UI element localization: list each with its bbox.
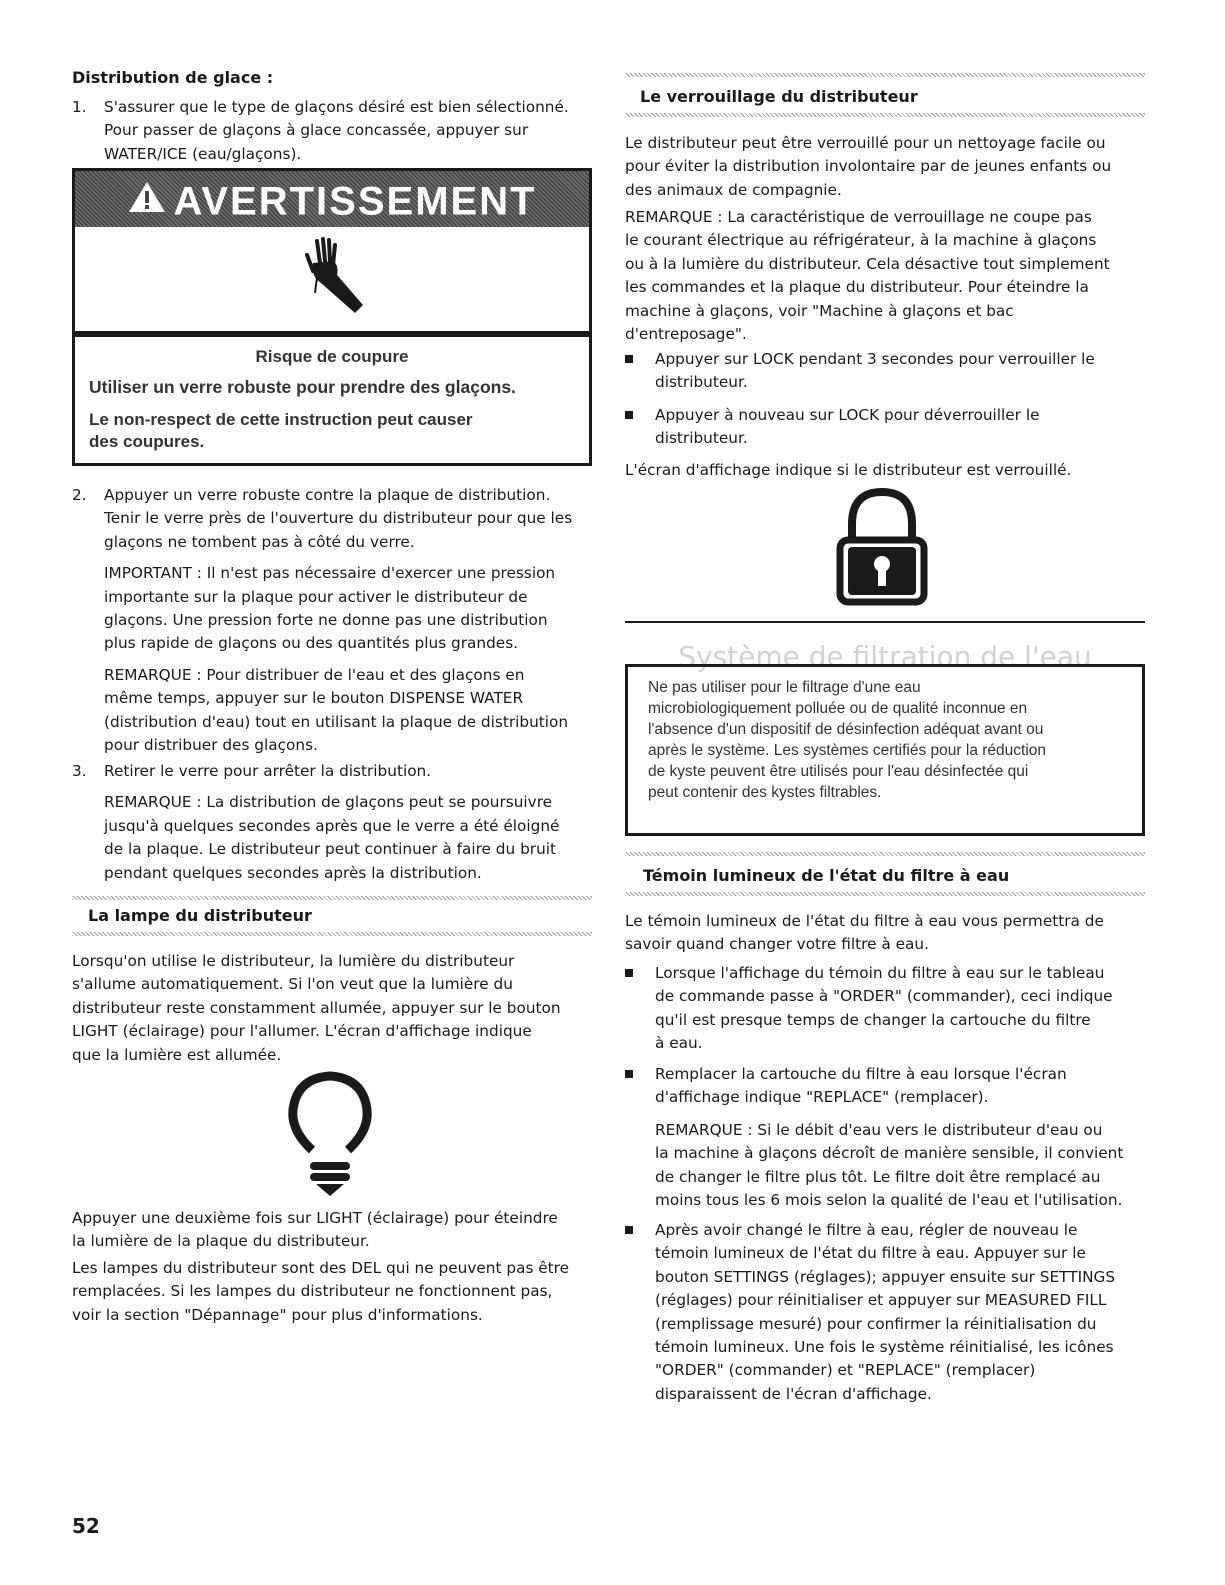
step-2-line: glaçons ne tombent pas à côté du verre. [104,532,415,551]
warning-triangle-icon [127,173,167,229]
lock-note-line: le courant électrique au réfrigérateur, à la machine à glaçons [625,231,1097,250]
note-line: moins tous les 6 mois selon la qualité de l'eau et l'utilisation. [655,1191,1123,1210]
lamp-off-line: Appuyer une deuxième fois sur LIGHT (éclairage) pour éteindre [72,1209,558,1227]
filter-notice-line: Ne pas utiliser pour le filtrage d'une eau [648,679,921,696]
step-2-line: Tenir le verre près de l'ouverture du distributeur pour que les [104,509,573,528]
bullet-line: témoin lumineux. Une fois le système réinitialisé, les icônes [655,1338,1114,1357]
note-line: la machine à glaçons décroît de manière sensible, il convient [655,1144,1124,1163]
warning-consequence-line: Le non-respect de cette instruction peut causer [89,410,473,429]
cut-hazard-area [75,227,589,331]
lamp-line: que la lumière est allumée. [72,1045,282,1064]
lock-heading: Le verrouillage du distributeur [640,87,918,106]
step-3-line: Retirer le verre pour arrêter la distribution. [104,762,432,780]
bullet-line: Lorsque l'affichage du témoin du filtre à eau sur le tableau [655,964,1105,982]
warning-separator [75,331,589,337]
bullet-icon [625,411,633,419]
lamp-line: distributeur reste constamment allumée, appuyer sur le bouton [72,998,561,1017]
unlock-bullet [625,404,1145,451]
lamp-paragraph [72,950,592,1067]
ice-dispensing-heading: Distribution de glace : [72,68,274,87]
warning-box [72,168,592,466]
note-line: même temps, appuyer sur le bouton DISPENSE WATER [104,689,524,708]
lock-note-line: d'entreposage". [625,325,747,344]
lock-display-paragraph [625,459,1145,482]
lock-note-line: les commandes et la plaque du distributeur. Pour éteindre la [625,278,1089,297]
filter-section-title: Système de filtration de l'eau [678,640,1092,673]
step-3 [72,760,592,885]
lamp-line: s'allume automatiquement. Si l'on veut que la lumière du [72,975,513,994]
section-divider [625,113,1145,117]
status-line: savoir quand changer votre filtre à eau. [625,935,929,954]
important-line: glaçons. Une pression forte ne donne pas une distribution [104,611,548,630]
bullet-line: distributeur. [655,429,748,448]
warning-consequence-line: des coupures. [89,432,205,451]
section-divider [72,896,592,900]
lock-note-line: REMARQUE : La caractéristique de verrouillage ne coupe pas [625,208,1092,226]
lamp-off-line: la lumière de la plaque du distributeur. [72,1232,370,1251]
step-2-line: Appuyer un verre robuste contre la plaque de distribution. [104,486,551,504]
page-number: 52 [72,1514,100,1538]
note-line: REMARQUE : Pour distribuer de l'eau et des glaçons en [104,665,525,684]
lamp-line: LIGHT (éclairage) pour l'allumer. L'écran d'affichage indique [72,1022,532,1041]
warning-instruction: Utiliser un verre robuste pour prendre des glaçons. [89,377,516,397]
bullet-line: (réglages) pour réinitialiser et appuyer sur MEASURED FILL [655,1291,1107,1310]
bullet-line: qu'il est presque temps de changer la cartouche du filtre [655,1010,1091,1029]
lock-line: Le distributeur peut être verrouillé pour un nettoyage facile ou [625,134,1106,152]
step-number: 1. [72,98,87,116]
bullet-line: (remplissage mesuré) pour confirmer la réinitialisation du [655,1314,1097,1333]
warning-title: AVERTISSEMENT [173,179,537,224]
bullet-line: "ORDER" (commander) et "REPLACE" (remplacer) [655,1361,1036,1380]
step-2 [72,484,592,757]
bullet-icon [625,1070,633,1078]
note-line: de la plaque. Le distributeur peut continuer à faire du bruit [104,840,557,859]
bullet-line: Appuyer à nouveau sur LOCK pour déverrouiller le [655,406,1040,424]
step-number: 2. [72,486,87,504]
order-bullet [625,962,1145,1056]
section-divider [625,892,1145,896]
lamp-off-paragraph [72,1207,592,1254]
warning-consequence [89,409,473,453]
lock-line: des animaux de compagnie. [625,180,842,199]
bullet-icon [625,355,633,363]
bullet-line: d'affichage indique "REPLACE" (remplacer). [655,1088,989,1107]
note-line: REMARQUE : La distribution de glaçons peut se poursuivre [104,793,553,812]
bullet-line: Après avoir changé le filtre à eau, régler de nouveau le [655,1221,1078,1239]
note-line: pour distribuer des glaçons. [104,736,318,755]
note-line: REMARQUE : Si le débit d'eau vers le distributeur d'eau ou [655,1120,1103,1139]
bullet-line: Appuyer sur LOCK pendant 3 secondes pour verrouiller le [655,350,1095,368]
section-divider [625,73,1145,77]
filter-notice-line: de kyste peuvent être utilisés pour l'eau désinfectée qui [648,763,1029,780]
note-line: de changer le filtre plus tôt. Le filtre doit être remplacé au [655,1167,1101,1186]
lock-note [625,206,1145,346]
bullet-line: distributeur. [655,373,748,392]
step-1 [72,96,592,166]
section-divider [72,932,592,936]
step-1-line: S'assurer que le type de glaçons désiré est bien sélectionné. [104,98,569,116]
note-line: (distribution d'eau) tout en utilisant la plaque de distribution [104,712,569,731]
led-paragraph [72,1257,592,1327]
step-1-line: Pour passer de glaçons à glace concassée, appuyer sur [104,121,529,140]
lock-note-line: ou à la lumière du distributeur. Cela désactive tout simplement [625,254,1110,273]
led-line: remplacées. Si les lampes du distributeur ne fonctionnent pas, [72,1282,553,1301]
bullet-line: Remplacer la cartouche du filtre à eau lorsque l'écran [655,1065,1067,1083]
filter-notice-line: peut contenir des kystes filtrables. [648,784,882,801]
cut-hand-icon [303,237,367,321]
risk-label: Risque de coupure [255,347,409,366]
note-line: pendant quelques secondes après la distribution. [104,863,482,882]
lock-display-line: L'écran d'affichage indique si le distributeur est verrouillé. [625,461,1072,479]
section-divider [625,852,1145,856]
bullet-line: à eau. [655,1034,703,1053]
filter-notice-line: après le système. Les systèmes certifiés pour la réduction [648,742,1047,759]
filter-status-paragraph [625,910,1145,957]
filter-status-heading: Témoin lumineux de l'état du filtre à eau [643,866,1010,885]
reset-bullet [625,1219,1145,1406]
important-line: plus rapide de glaçons ou des quantités plus grandes. [104,634,519,653]
lock-note-line: machine à glaçons, voir "Machine à glaçons et bac [625,301,1014,320]
bullet-icon [625,969,633,977]
led-line: voir la section "Dépannage" pour plus d'informations. [72,1305,483,1324]
bullet-line: disparaissent de l'écran d'affichage. [655,1384,932,1403]
lock-line: pour éviter la distribution involontaire par de jeunes enfants ou [625,157,1112,176]
step-number: 3. [72,762,87,780]
lamp-heading: La lampe du distributeur [88,906,312,925]
filter-notice-box [625,664,1145,836]
step-1-line: WATER/ICE (eau/glaçons). [104,144,302,163]
bullet-line: témoin lumineux de l'état du filtre à eau. Appuyer sur le [655,1244,1086,1263]
important-line: IMPORTANT : Il n'est pas nécessaire d'exercer une pression [104,564,556,583]
status-line: Le témoin lumineux de l'état du filtre à eau vous permettra de [625,912,1104,930]
replace-bullet [625,1063,1145,1212]
lamp-line: Lorsqu'on utilise le distributeur, la lumière du distributeur [72,952,515,970]
warning-header [75,171,589,227]
section-rule [625,621,1145,623]
bullet-line: bouton SETTINGS (réglages); appuyer ensuite sur SETTINGS [655,1267,1116,1286]
note-line: jusqu'à quelques secondes après que le verre a été éloigné [104,816,560,835]
important-line: importante sur la plaque pour activer le distributeur de [104,587,528,606]
filter-notice-line: microbiologiquement polluée ou de qualité inconnue en [648,700,1028,717]
lock-bullet [625,348,1145,395]
filter-notice-line: l'absence d'un dispositif de désinfection adéquat avant ou [648,721,1044,738]
led-line: Les lampes du distributeur sont des DEL qui ne peuvent pas être [72,1259,570,1277]
light-bulb-icon [282,1068,378,1198]
lock-icon [836,484,928,608]
lock-paragraph [625,132,1145,202]
bullet-icon [625,1226,633,1234]
bullet-line: de commande passe à "ORDER" (commander), ceci indique [655,987,1113,1006]
